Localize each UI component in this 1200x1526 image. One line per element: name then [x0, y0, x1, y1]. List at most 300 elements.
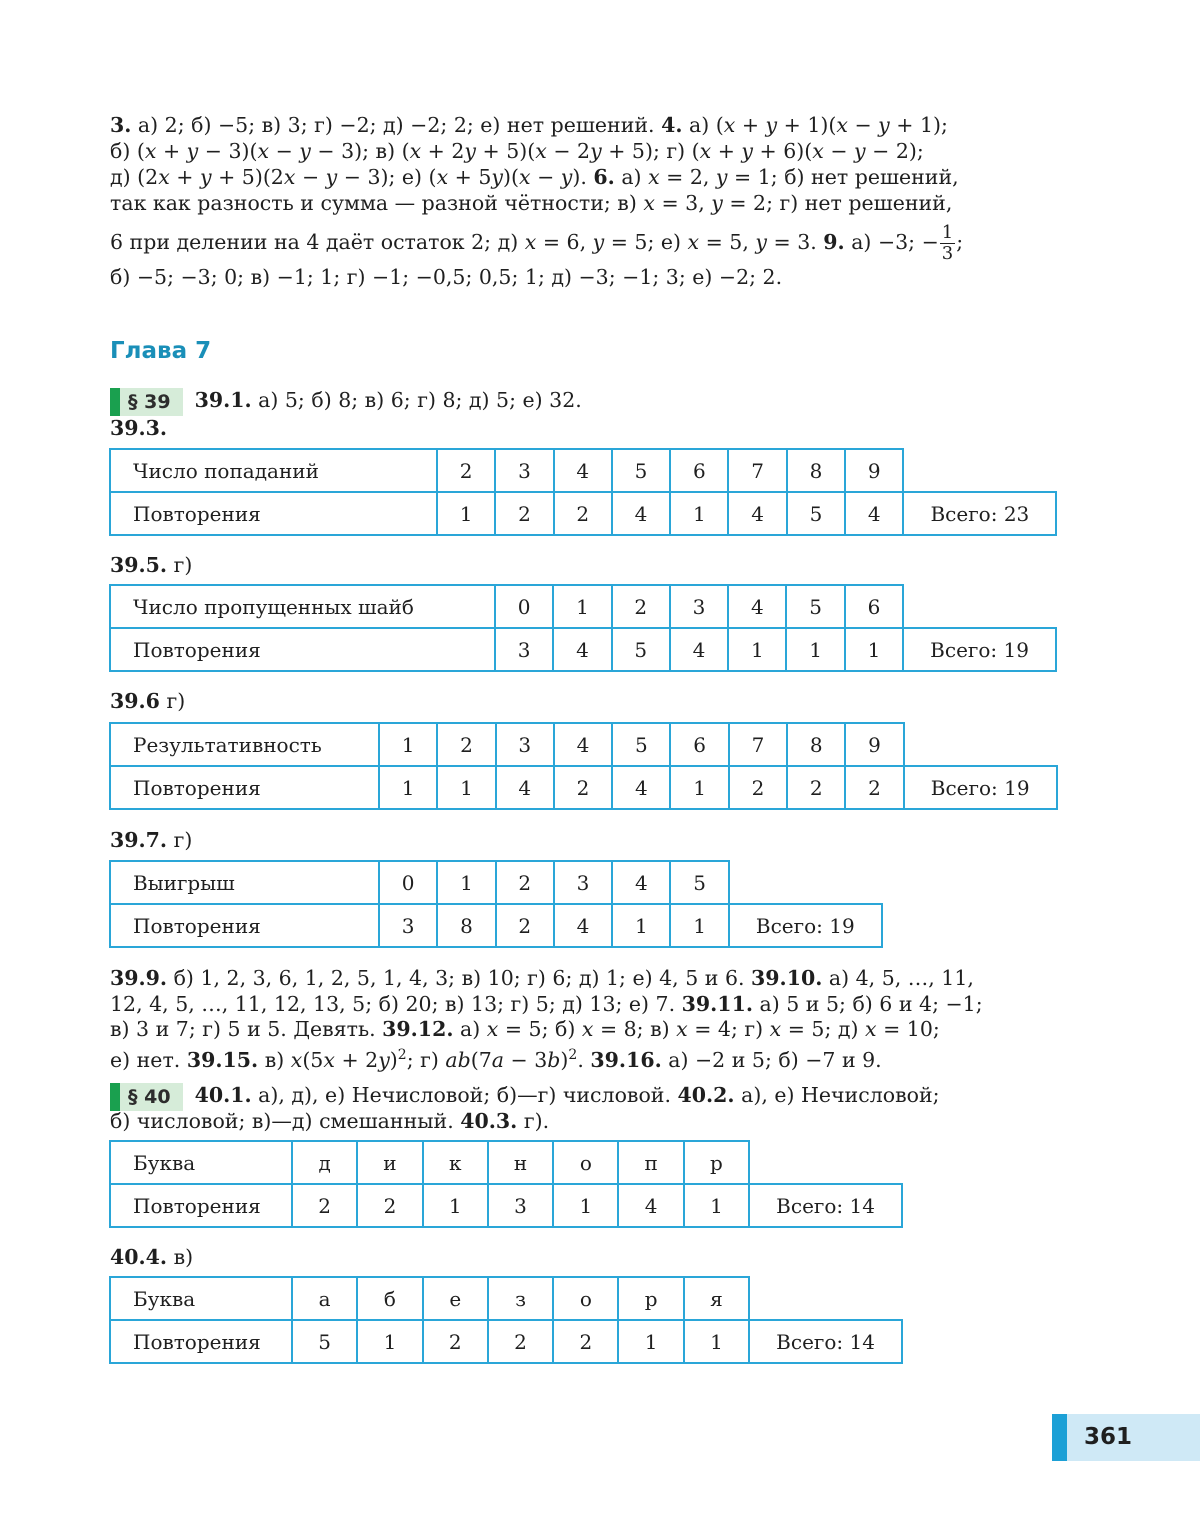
text-run: x [290, 1047, 303, 1072]
frequency-table-40-4 [109, 1276, 903, 1364]
value-cell: и [357, 1141, 422, 1184]
text-run: + [156, 139, 187, 163]
value-cell: 1 [379, 723, 437, 766]
empty-cell [749, 1141, 902, 1184]
section-39-line [110, 387, 582, 416]
total-cell: Всего: 19 [904, 766, 1057, 809]
chapter-title: Глава 7 [110, 338, 212, 364]
text-run: + 2 [421, 139, 465, 163]
text-run: − [295, 165, 326, 189]
value-cell: 4 [612, 492, 670, 535]
text-run: 40.2. [677, 1083, 735, 1107]
total-cell: Всего: 14 [749, 1184, 902, 1227]
text-run: а), е) Нечисловой; [734, 1083, 940, 1107]
text-run: = 1; б) нет решений, [727, 165, 959, 189]
text-run: y [299, 139, 311, 163]
value-cell: 0 [495, 585, 553, 628]
value-cell: п [618, 1141, 683, 1184]
row-label: Повторения [110, 492, 437, 535]
row-label: Повторения [110, 766, 379, 809]
text-run: x [676, 1017, 688, 1041]
value-cell: 4 [728, 585, 786, 628]
value-cell: 2 [357, 1184, 422, 1227]
value-cell: 5 [612, 449, 670, 492]
text-run: − [530, 165, 561, 189]
text-run: ) [560, 1047, 569, 1072]
text-run: + [169, 165, 200, 189]
value-cell: 1 [670, 766, 728, 809]
row-label: Повторения [110, 1320, 292, 1363]
label-39-7 [110, 827, 192, 853]
text-run: y [325, 165, 338, 189]
text-run: 9. [823, 230, 845, 254]
text-run: = 2; г) нет решений, [722, 191, 953, 215]
value-cell: а [292, 1277, 357, 1320]
text-run: б) числовой; в)—д) смешанный. [110, 1109, 461, 1133]
intro-answers [110, 112, 1050, 290]
text-run: y [186, 139, 199, 163]
value-cell: 5 [612, 628, 670, 671]
text-run: = 3, [654, 191, 712, 215]
text-run: е) нет. [110, 1047, 187, 1072]
total-cell: Всего: 23 [903, 492, 1056, 535]
text-run: в) [258, 1047, 291, 1072]
page-number-bar [1052, 1414, 1067, 1461]
empty-cell [729, 861, 882, 904]
value-cell: 8 [437, 904, 495, 947]
table-header-row [110, 585, 1056, 628]
row-label: Выигрыш [110, 861, 379, 904]
text-run: (5 [302, 1047, 324, 1072]
text-run: а) 5 и 5; б) 6 и 4; −1; [752, 991, 983, 1016]
text-run: x [518, 165, 531, 189]
value-cell: 0 [379, 861, 437, 904]
value-cell: к [423, 1141, 488, 1184]
label-40-4 [110, 1244, 193, 1270]
intro-line [110, 220, 1050, 264]
text-run: − [269, 139, 300, 163]
intro-line [110, 164, 1050, 190]
value-cell: 4 [554, 449, 612, 492]
text-run: y [741, 139, 753, 163]
text-run: = 8; в) [593, 1017, 677, 1041]
value-cell: 9 [845, 449, 903, 492]
value-cell: 3 [495, 628, 553, 671]
text-run: − 2); [865, 139, 924, 163]
total-cell: Всего: 19 [729, 904, 882, 947]
text-run: б) 1, 2, 3, 6, 1, 2, 5, 1, 4, 3; в) 10; г) 6; д) 1; е) 4, 5 и 6. [167, 966, 752, 990]
text-run: б) ( [110, 139, 145, 163]
text-run: y [199, 165, 212, 189]
value-cell: 2 [612, 585, 670, 628]
text-run: 39.10. [751, 966, 823, 990]
value-cell: 1 [684, 1184, 749, 1227]
value-cell: 1 [553, 1184, 618, 1227]
value-cell: 2 [292, 1184, 357, 1227]
value-cell: 1 [845, 628, 903, 671]
value-cell: 6 [670, 449, 728, 492]
text-run: + 5)( [476, 139, 536, 163]
value-cell: 2 [729, 766, 787, 809]
text-run: так как разность и сумма — разной чётности; в) [110, 191, 644, 215]
empty-cell [903, 585, 1056, 628]
text-run: y [592, 230, 605, 254]
text-run: y [560, 165, 573, 189]
text-run: y [491, 165, 503, 189]
text-run: y [590, 139, 602, 163]
value-cell: 7 [729, 723, 787, 766]
badge-text: § 40 [120, 1083, 183, 1111]
text-run: y [378, 1047, 390, 1072]
value-cell: 5 [787, 492, 845, 535]
text-run: 2 [397, 1046, 407, 1063]
value-cell: 8 [787, 723, 845, 766]
table-row [110, 904, 882, 947]
answer-text [195, 1083, 940, 1107]
empty-cell [904, 723, 1057, 766]
table-row [110, 766, 1057, 809]
text-run: + 2 [334, 1047, 379, 1072]
intro-line [110, 138, 1050, 164]
value-cell: 4 [612, 861, 670, 904]
value-cell: 5 [786, 585, 844, 628]
text-run: x [812, 139, 824, 163]
row-label: Буква [110, 1141, 292, 1184]
value-cell: 1 [437, 766, 495, 809]
answer-line [110, 1017, 1060, 1043]
badge-text: § 39 [120, 388, 183, 416]
row-label: Повторения [110, 1184, 292, 1227]
value-cell: д [292, 1141, 357, 1184]
frequency-table-39-3 [109, 448, 1057, 536]
text-run: + 5 [448, 165, 492, 189]
text-run: = 5, [699, 230, 756, 254]
page-number-text: 361 [1067, 1414, 1200, 1461]
value-cell: 7 [728, 449, 786, 492]
value-cell: 1 [423, 1184, 488, 1227]
frequency-table-39-6 [109, 722, 1058, 810]
text-run: 39.6 [110, 689, 160, 713]
total-cell: Всего: 19 [903, 628, 1056, 671]
text-run: + [735, 113, 766, 137]
table-row [110, 492, 1056, 535]
section-39-badge [110, 388, 183, 416]
text-run: а) [453, 1017, 487, 1041]
text-run: = 5; б) [498, 1017, 582, 1041]
table-header-row [110, 449, 1056, 492]
badge-bar [110, 388, 120, 416]
row-label: Результативность [110, 723, 379, 766]
value-cell: о [553, 1141, 618, 1184]
badge-bar [110, 1083, 120, 1111]
text-run: x [535, 139, 547, 163]
text-run: 39.1. [194, 388, 252, 412]
table-row [110, 1320, 902, 1363]
page-number [1052, 1414, 1200, 1461]
text-run: − 2 [546, 139, 591, 163]
value-cell: я [684, 1277, 749, 1320]
text-run: x [581, 1017, 594, 1041]
text-run: a [491, 1047, 505, 1072]
answer-line [110, 966, 1060, 992]
total-cell: Всего: 14 [749, 1320, 902, 1363]
answers-39-9-to-39-16 [110, 966, 1060, 1073]
text-run: = 2, [659, 165, 716, 189]
value-cell: 3 [495, 449, 553, 492]
value-cell: 4 [612, 766, 670, 809]
text-run: − [823, 139, 855, 163]
value-cell: 3 [554, 861, 612, 904]
value-cell: 4 [845, 492, 903, 535]
empty-cell [749, 1277, 902, 1320]
text-run: = 6, [536, 230, 593, 254]
text-run: = 10; [876, 1017, 940, 1041]
value-cell: 9 [845, 723, 903, 766]
text-run: x [158, 165, 170, 189]
text-run: а) −2 и 5; б) −7 и 9. [661, 1047, 882, 1072]
text-run: x [699, 139, 712, 163]
intro-line [110, 190, 1050, 216]
text-run: x [865, 1017, 877, 1041]
value-cell: б [357, 1277, 422, 1320]
value-cell: 4 [554, 723, 612, 766]
text-run: . [577, 1047, 591, 1072]
value-cell: 4 [554, 904, 612, 947]
value-cell: 1 [437, 861, 495, 904]
value-cell: 4 [728, 492, 786, 535]
text-run: 39.5. [110, 553, 168, 577]
row-label: Число попаданий [110, 449, 437, 492]
text-run: x [769, 1017, 782, 1041]
text-run: 39.9. [110, 966, 168, 990]
value-cell: 1 [618, 1320, 683, 1363]
value-cell: 1 [357, 1320, 422, 1363]
text-run: 39.3. [110, 416, 168, 440]
text-run: y [878, 113, 890, 137]
value-cell: о [553, 1277, 618, 1320]
empty-cell [903, 449, 1056, 492]
text-run: 12, 4, 5, …, 11, 12, 13, 5; б) 20; в) 13; г) 5; д) 13; е) 7. [110, 991, 682, 1016]
text-run: а) 5; б) 8; в) 6; г) 8; д) 5; е) 32. [251, 388, 582, 412]
table-row [110, 1184, 902, 1227]
value-cell: 4 [553, 628, 611, 671]
value-cell: р [618, 1277, 683, 1320]
value-cell: 2 [787, 766, 845, 809]
value-cell: 1 [728, 628, 786, 671]
text-run: x [687, 230, 700, 254]
value-cell: 1 [786, 628, 844, 671]
intro-line [110, 112, 1050, 138]
value-cell: 2 [554, 492, 612, 535]
text-run: а), д), е) Нечисловой; б)—г) числовой. [251, 1083, 678, 1107]
text-run: + 5); г) ( [601, 139, 700, 163]
text-run: = 4; г) [687, 1017, 770, 1041]
text-run: y [711, 191, 723, 215]
text-run: y [854, 139, 866, 163]
value-cell: 2 [845, 766, 903, 809]
text-run: x [436, 165, 449, 189]
value-cell: 4 [496, 766, 554, 809]
text-run: x [836, 113, 848, 137]
text-run: x [257, 139, 270, 163]
value-cell: 2 [553, 1320, 618, 1363]
value-cell: е [423, 1277, 488, 1320]
answer-line [110, 992, 1060, 1018]
text-run: 40.1. [194, 1083, 252, 1107]
value-cell: 5 [612, 723, 670, 766]
frequency-table-40-3 [109, 1140, 903, 1228]
value-cell: 2 [496, 904, 554, 947]
intro-line-tail: ; [956, 230, 964, 254]
value-cell: 3 [379, 904, 437, 947]
table-header-row [110, 723, 1057, 766]
text-run: 6. [593, 165, 615, 189]
value-cell: 1 [670, 492, 728, 535]
text-run: − [847, 113, 879, 137]
value-cell: н [488, 1141, 553, 1184]
value-cell: 1 [379, 766, 437, 809]
text-run: x [144, 139, 157, 163]
text-run: y [765, 113, 778, 137]
text-run: 3. [110, 113, 132, 137]
text-run: ; г) [406, 1047, 446, 1072]
text-run: а) [614, 165, 649, 189]
fraction-denominator: 3 [941, 243, 954, 264]
text-run: 6 при делении на 4 даёт остаток 2; д) [110, 230, 525, 254]
fraction [940, 224, 955, 263]
section-40-line [110, 1082, 940, 1111]
value-cell: 6 [670, 723, 728, 766]
value-cell: 4 [618, 1184, 683, 1227]
text-run: + 1)( [777, 113, 837, 137]
text-run: x [409, 139, 422, 163]
value-cell: 2 [488, 1320, 553, 1363]
value-cell: 5 [292, 1320, 357, 1363]
row-label: Повторения [110, 628, 495, 671]
text-run: г). [517, 1109, 550, 1133]
value-cell: 2 [495, 492, 553, 535]
value-cell: 3 [488, 1184, 553, 1227]
text-run: y [464, 139, 477, 163]
text-run: x [648, 165, 660, 189]
text-run: г) [167, 828, 193, 852]
value-cell: 2 [496, 861, 554, 904]
value-cell: 2 [554, 766, 612, 809]
text-run: = 5; д) [781, 1017, 866, 1041]
row-label: Число пропущенных шайб [110, 585, 495, 628]
table-header-row [110, 1141, 902, 1184]
text-run: y [755, 230, 767, 254]
intro-line-text [110, 230, 939, 254]
text-run: д) (2 [110, 165, 159, 189]
intro-line [110, 264, 1050, 290]
value-cell: 1 [437, 492, 495, 535]
text-run: б) −5; −3; 0; в) −1; 1; г) −1; −0,5; 0,5; 1; д) −3; −1; 3; е) −2; 2. [110, 265, 783, 289]
answer-line [110, 1043, 1060, 1073]
row-label: Буква [110, 1277, 292, 1320]
text-run: − 3); в) ( [310, 139, 410, 163]
value-cell: 8 [787, 449, 845, 492]
value-cell: 6 [845, 585, 903, 628]
text-run: а) ( [682, 113, 724, 137]
text-run: + 6)( [753, 139, 813, 163]
value-cell: р [684, 1141, 749, 1184]
value-cell: 2 [423, 1320, 488, 1363]
text-run: а) 2; б) −5; в) 3; г) −2; д) −2; 2; е) нет решений. [131, 113, 662, 137]
text-run: а) −3; − [844, 230, 939, 254]
text-run: в) 3 и 7; г) 5 и 5. Девять. [110, 1017, 383, 1041]
value-cell: 4 [670, 628, 728, 671]
text-run: b [547, 1047, 561, 1072]
text-run: − 3); е) ( [337, 165, 437, 189]
label-39-5 [110, 552, 192, 578]
text-run: = 3. [766, 230, 824, 254]
section-40-line-2 [110, 1108, 549, 1134]
text-run: x [283, 165, 296, 189]
text-run: + [711, 139, 742, 163]
text-run: 40.3. [460, 1109, 518, 1133]
text-run: + 1); [889, 113, 948, 137]
value-cell: 1 [684, 1320, 749, 1363]
value-cell: 2 [437, 449, 495, 492]
text-run: г) [159, 689, 186, 713]
table-row [110, 628, 1056, 671]
value-cell: 1 [553, 585, 611, 628]
value-cell: 5 [670, 861, 728, 904]
frequency-table-39-5 [109, 584, 1057, 672]
text-run: г) [167, 553, 193, 577]
text-run: x [323, 1047, 335, 1072]
row-label: Повторения [110, 904, 379, 947]
table-header-row [110, 861, 882, 904]
value-cell: 1 [670, 904, 728, 947]
text-run: x [643, 191, 655, 215]
text-run: 39.12. [382, 1017, 454, 1041]
text-run: 39.7. [110, 828, 168, 852]
text-run: 4. [661, 113, 683, 137]
table-header-row [110, 1277, 902, 1320]
text-run: 39.11. [681, 991, 753, 1016]
value-cell: 3 [496, 723, 554, 766]
text-run: 2 [568, 1046, 578, 1063]
frequency-table-39-7 [109, 860, 883, 948]
text-run: 40.4. [110, 1245, 168, 1269]
text-run: (7 [470, 1047, 492, 1072]
text-run: 39.16. [590, 1047, 662, 1072]
fraction-numerator: 1 [941, 222, 954, 243]
value-cell: 1 [612, 904, 670, 947]
text-run: y [715, 165, 728, 189]
text-run: x [486, 1017, 499, 1041]
text-run: ) [389, 1047, 398, 1072]
text-run: = 5; е) [604, 230, 688, 254]
text-run: )( [502, 165, 519, 189]
text-run: 39.15. [186, 1047, 259, 1072]
text-run: ab [445, 1047, 471, 1072]
text-run: + 5)(2 [211, 165, 284, 189]
text-run: а) 4, 5, …, 11, [822, 966, 974, 990]
value-cell: з [488, 1277, 553, 1320]
label-39-3 [110, 415, 167, 441]
section-40-badge [110, 1083, 183, 1111]
text-run: в) [167, 1245, 194, 1269]
text-run: − 3 [504, 1047, 548, 1072]
text-run: ). [572, 165, 594, 189]
value-cell: 3 [670, 585, 728, 628]
answer-text [195, 388, 582, 412]
label-39-6 [110, 688, 185, 714]
text-run: x [524, 230, 537, 254]
